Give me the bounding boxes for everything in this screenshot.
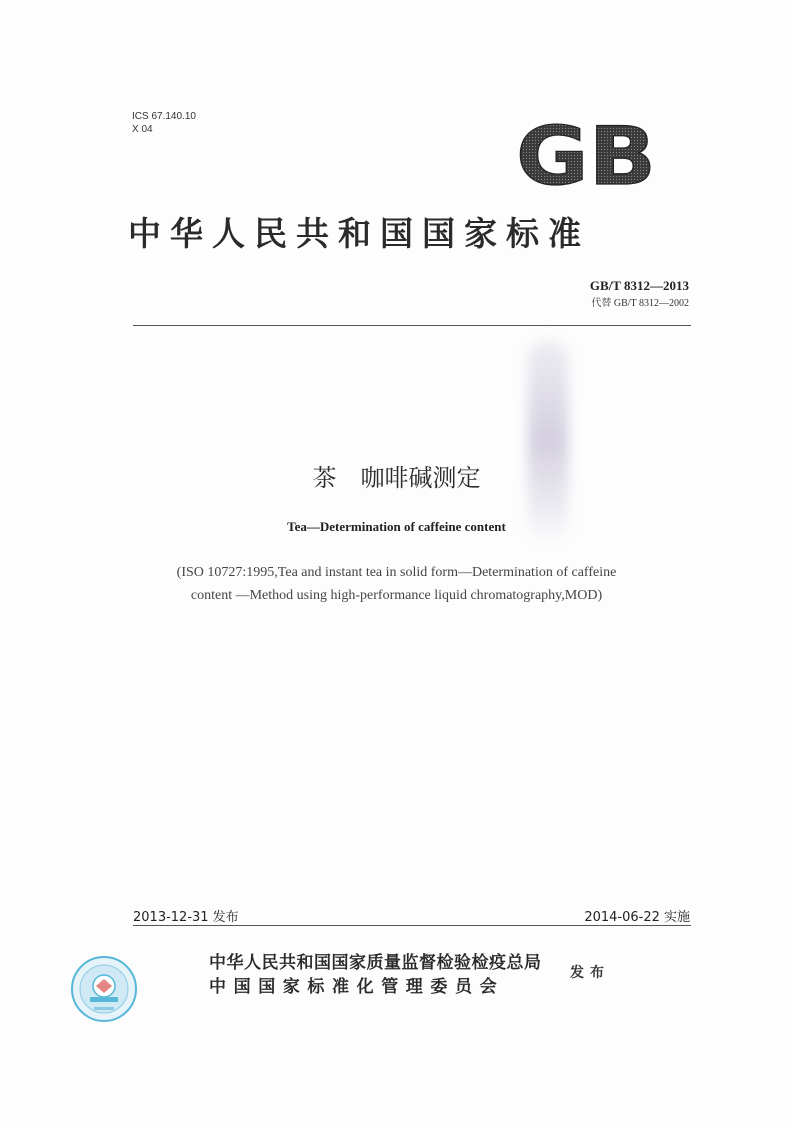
ics-code: ICS 67.140.10 <box>132 111 196 122</box>
iso-reference-line-1: (ISO 10727:1995,Tea and instant tea in solid form—Determination of caffeine <box>176 565 617 580</box>
issue-label: 发布 <box>570 965 610 981</box>
publisher-seal-icon <box>70 955 138 1023</box>
svg-text:GB: GB <box>516 118 656 190</box>
iso-reference-line-2: content —Method using high-performance liquid chromatography,MOD) <box>190 588 603 603</box>
publish-date: 2013-12-31 发布 <box>133 910 239 925</box>
replaced-standard: 代替 GB/T 8312—2002 <box>591 298 689 309</box>
issuer-aqsiq: 中华人民共和国国家质量监督检验检疫总局 <box>209 953 542 973</box>
implement-date: 2014-06-22 实施 <box>584 910 690 925</box>
class-code: X 04 <box>132 124 153 135</box>
document-title-en: Tea—Determination of caffeine content <box>287 519 506 534</box>
scan-smudge <box>528 340 568 540</box>
document-title-cn: 茶 咖啡碱测定 <box>312 464 481 492</box>
standard-number: GB/T 8312—2013 <box>589 278 689 293</box>
classification-codes <box>132 110 196 136</box>
top-divider <box>133 325 691 326</box>
gb-logo-icon <box>516 118 658 190</box>
bottom-divider <box>133 925 691 926</box>
issuer-sac: 中国国家标准化管理委员会 <box>209 977 505 997</box>
national-standard-title: 中华人民共和国国家标准 <box>128 214 590 253</box>
